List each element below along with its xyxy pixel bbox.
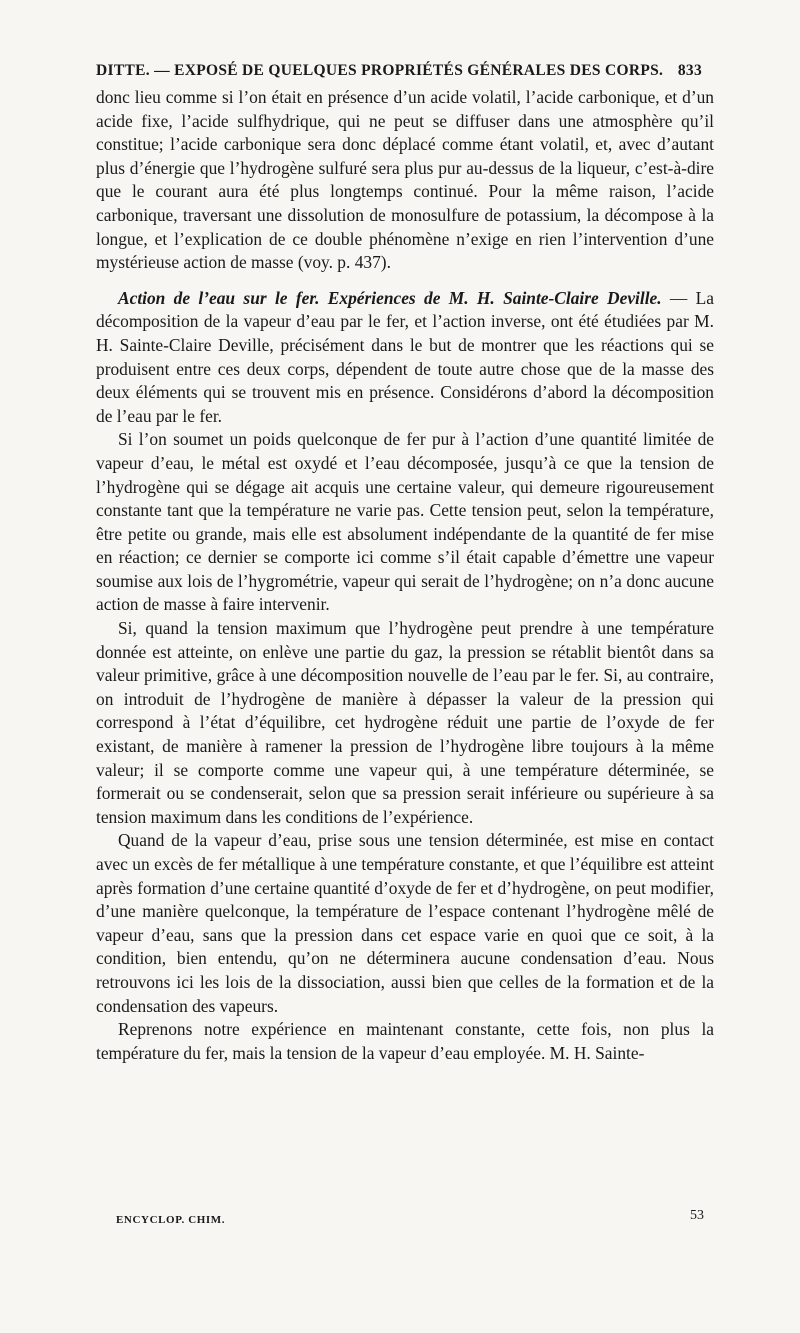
- body-text: [96, 86, 714, 1065]
- paragraph-3: Si l’on soumet un poids quelconque de fer pur à l’action d’une quantité limitée de vapeur d’eau, le métal est oxydé et l’eau décomposée, jusqu’à ce que la tension de l’hydrogène qui se dégage ait acquis une certaine valeur, qui demeure rigoureusement constante tant que la température ne varie pas. Cette tension peut, selon la température, être petite ou grande, mais elle est absolument indépendante de la quantité de fer mise en réaction; ce dernier se comporte ici comme s’il était capable d’émettre une vapeur soumise aux lois de l’hygrométrie, vapeur qui serait de l’hydrogène; on n’a donc aucune action de masse à faire intervenir.: [96, 429, 714, 615]
- paragraph-1: donc lieu comme si l’on était en présence d’un acide volatil, l’acide carbonique, et d’un acide fixe, l’acide sulfhydrique, qui ne peut se diffuser dans une atmosphère qu’il constitue; l’acide carbonique sera donc déplacé comme étant volatil, et, avec d’autant plus d’énergie que l’hydrogène sulfuré sera plus pur au-dessus de la liqueur, c’est-à-dire que le courant aura été plus longtemps continué. Pour la même raison, l’acide carbonique, traversant une dissolution de monosulfure de potassium, la décompose à la longue, et l’explication de ce double phénomène n’exige en rien l’intervention d’une mystérieuse action de masse (voy. p. 437).: [96, 87, 714, 273]
- page-number: 833: [677, 62, 702, 79]
- running-header: [96, 62, 702, 80]
- paragraph-2-text: — La décomposition de la vapeur d’eau par le fer, et l’action inverse, ont été étudiées par M. H. Sainte-Claire Deville, précisément dans le but de montrer que les réactions qui se produisent entre ces deux corps, dépendent de toute autre chose que de la masse des deux éléments qui se trouvent mis en présence. Considérons d’abord la décomposition de l’eau par le fer.: [96, 287, 714, 426]
- paragraph-2: [96, 287, 714, 429]
- paragraph-6: Reprenons notre expérience en maintenant constante, cette fois, non plus la température du fer, mais la tension de la vapeur d’eau employée. M. H. Sainte-: [96, 1019, 714, 1063]
- running-title: DITTE. — EXPOSÉ DE QUELQUES PROPRIÉTÉS GÉNÉRALES DES CORPS.: [96, 62, 664, 79]
- section-title: Action de l’eau sur le fer. Expériences de M. H. Sainte-Claire Deville.: [118, 287, 662, 308]
- signature-mark: ENCYCLOP. CHIM.: [116, 1214, 226, 1226]
- signature-number: 53: [690, 1208, 704, 1223]
- paragraph-5: Quand de la vapeur d’eau, prise sous une tension déterminée, est mise en contact avec un excès de fer métallique à une température constante, et que l’équilibre est atteint après formation d’une certaine quantité d’oxyde de fer et d’hydrogène, on peut modifier, d’une manière quelconque, la température de l’espace contenant l’hydrogène mêlé de vapeur d’eau, sans que la pression dans cet espace varie en quoi que ce soit, à la condition, bien entendu, qu’on ne déterminera aucune condensation d’eau. Nous retrouvons ici les lois de la dissociation, aussi bien que celles de la formation et de la condensation des vapeurs.: [96, 830, 714, 1016]
- paragraph-4: Si, quand la tension maximum que l’hydrogène peut prendre à une température donnée est atteinte, on enlève une partie du gaz, la pression se rétablit bientôt dans sa valeur primitive, grâce à une décomposition nouvelle de l’eau par le fer. Si, au contraire, on introduit de l’hydrogène de manière à dépasser la valeur de la pression qui correspond à l’état d’équilibre, cet hydrogène réduit une partie de l’oxyde de fer existant, de manière à ramener la pression de l’hydrogène libre toujours à la même valeur; il se comporte comme une vapeur qui, à une température déterminée, se formerait ou se condenserait, selon que sa pression serait inférieure ou supérieure à sa tension maximum dans les conditions de l’expérience.: [96, 618, 714, 827]
